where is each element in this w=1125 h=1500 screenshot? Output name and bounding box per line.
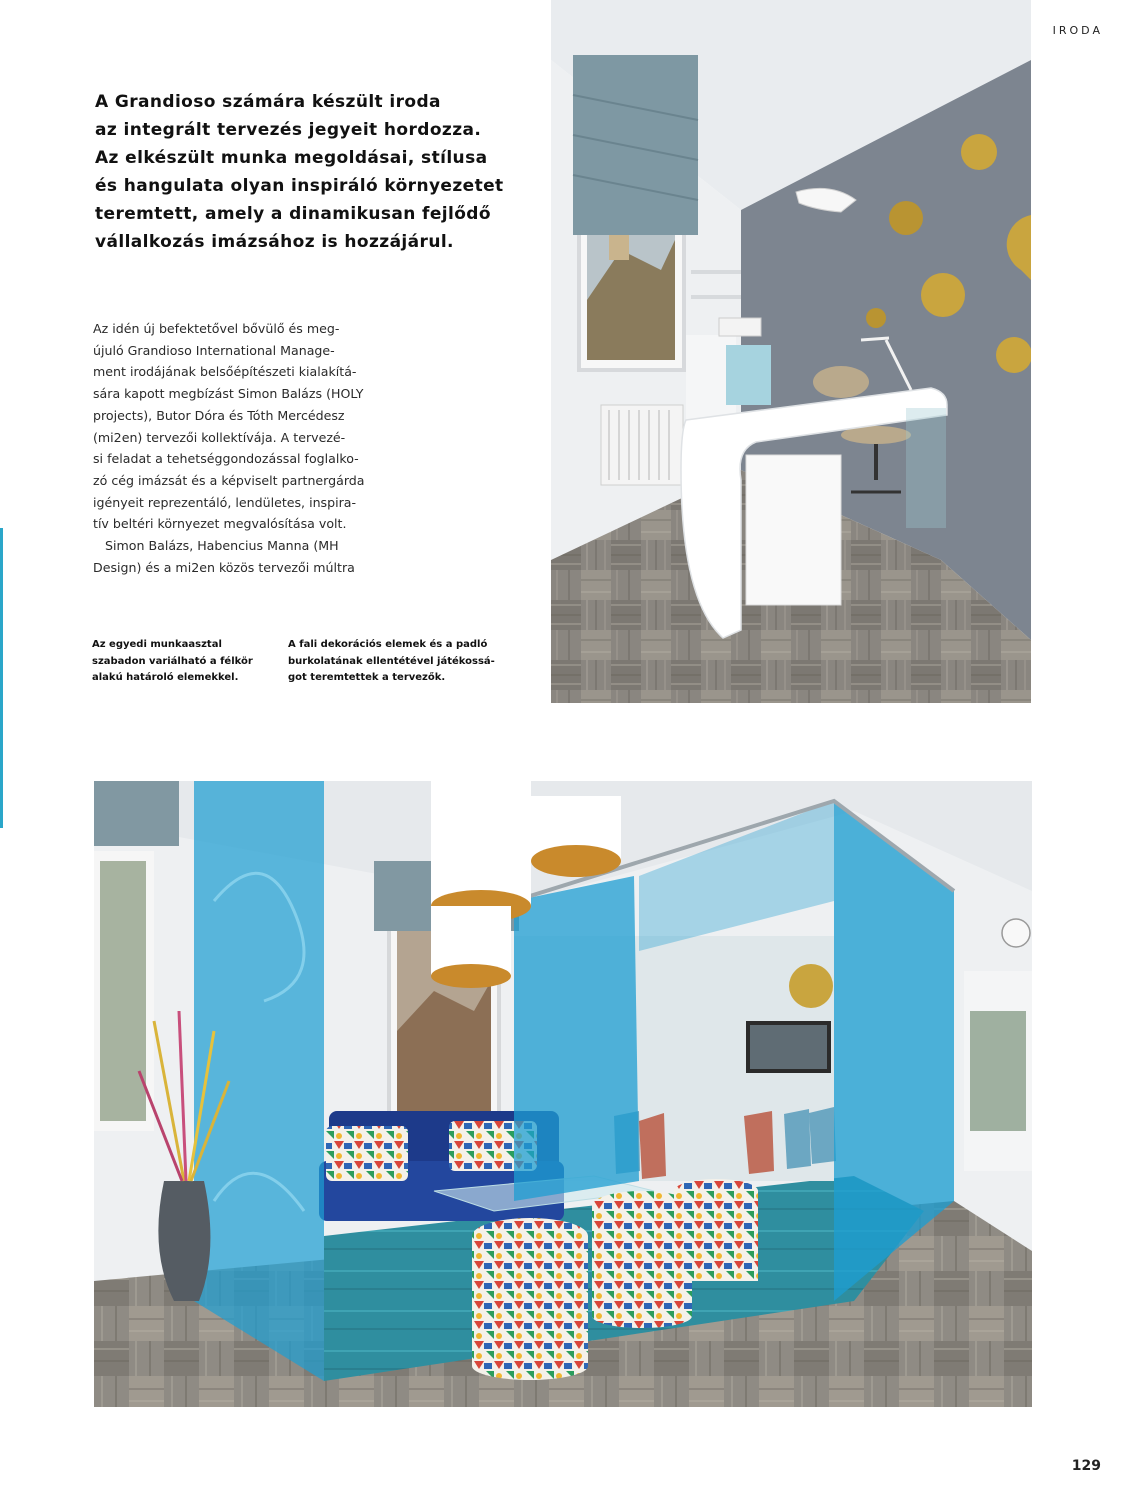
page-edge-accent	[0, 528, 3, 828]
lead-line: az integrált tervezés jegyeit hordozza.	[95, 120, 482, 140]
caption-line: Az egyedi munkaasztal	[92, 639, 222, 650]
caption-line: alakú határoló elemekkel.	[92, 672, 239, 683]
caption-line: szabadon variálható a félkör	[92, 655, 253, 667]
body-line: sára kapott megbízást Simon Balázs (HOLY	[93, 386, 364, 402]
section-label: IRODA	[1052, 24, 1103, 37]
body-line: ment irodájának belsőépítészeti kialakítá-	[93, 364, 357, 380]
body-line: Design) és a mi2en közös tervezői múltra	[93, 559, 355, 575]
lounge-glass-room-photo	[94, 781, 1032, 1407]
caption-line: A fali dekorációs elemek és a padló	[288, 639, 488, 650]
body-line: projects), Butor Dóra és Tóth Mercédesz	[93, 407, 345, 423]
office-desk-photo	[551, 0, 1031, 703]
lead-paragraph	[95, 88, 535, 256]
caption-line: burkolatának ellentétével játékossá-	[288, 655, 495, 667]
body-line: Simon Balázs, Habencius Manna (MH	[93, 538, 339, 554]
lead-line: teremtett, amely a dinamikusan fejlődő	[95, 204, 491, 224]
body-line: zó cég imázsát és a képviselt partnergárda	[93, 472, 365, 488]
lead-line: A Grandioso számára készült iroda	[95, 92, 441, 112]
lead-line: vállalkozás imázsához is hozzájárul.	[95, 232, 454, 252]
caption-wall-decor	[288, 637, 518, 687]
body-line: igényeit reprezentáló, lendületes, inspira-	[93, 494, 357, 510]
body-line: (mi2en) tervezői kollektívája. A tervezé-	[93, 429, 346, 445]
body-line: tív beltéri környezet megvalósítása volt.	[93, 516, 347, 532]
body-paragraph	[93, 318, 393, 578]
caption-line: got teremtettek a tervezők.	[288, 672, 446, 683]
page-number: 129	[1071, 1458, 1101, 1474]
body-line: Az idén új befektetővel bővülő és meg-	[93, 321, 340, 336]
lead-line: Az elkészült munka megoldásai, stílusa	[95, 148, 488, 168]
body-line: si feladat a tehetséggondozással foglalko-	[93, 451, 359, 467]
lead-line: és hangulata olyan inspiráló környezetet	[95, 176, 504, 196]
body-line: újuló Grandioso International Manage-	[93, 342, 335, 358]
caption-desk	[92, 637, 272, 687]
